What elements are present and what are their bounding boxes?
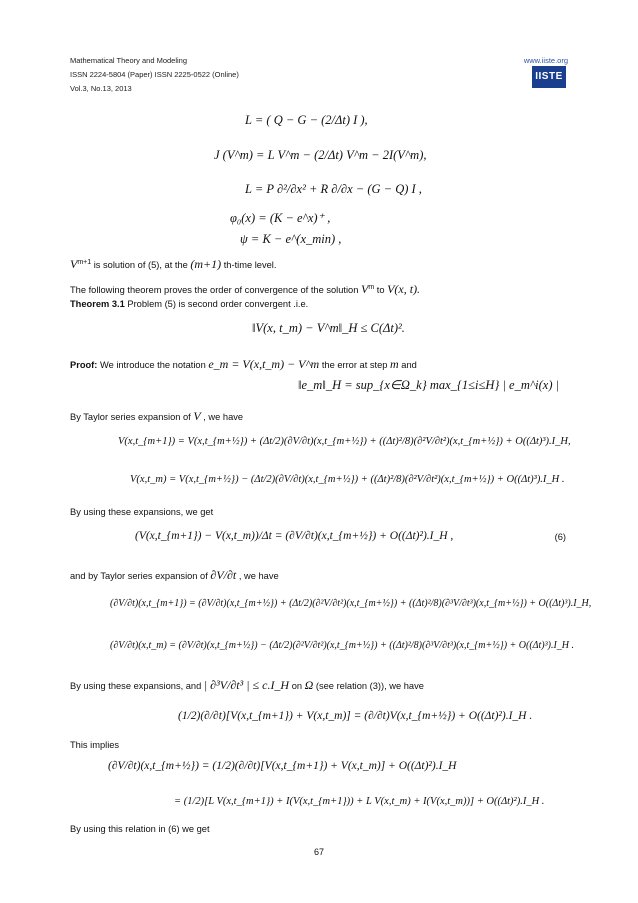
equation-def-psi: ψ = K − e^(x_min) , [240, 232, 342, 246]
solution-text-a: is solution of (5), at the [91, 260, 191, 270]
solution-text-b: th-time level. [221, 260, 277, 270]
using2-c: (see relation (3)), we have [313, 681, 424, 691]
omega-symbol: Ω [304, 678, 314, 692]
page-number: 67 [313, 847, 324, 857]
journal-volume: Vol.3, No.13, 2013 [70, 84, 132, 93]
iiste-logo: IISTE [532, 66, 566, 88]
equation-taylor-3: (∂V/∂t)(x,t_{m+1}) = (∂V/∂t)(x,t_{m+½}) + (Δt/2)(∂²V/∂t²)(x,t_{m+½}) + ((Δt)²/8)(∂³V/∂t³)(x,t_{m+½}) + O((Δt)³).I_H, [110, 598, 592, 609]
symbol-v: V [70, 257, 78, 271]
equation-def-operator: L = P ∂²/∂x² + R ∂/∂x − (G − Q) I , [245, 182, 422, 196]
equation-6-number: (6) [554, 532, 566, 542]
superscript-m: m [368, 283, 375, 291]
equation-theorem-bound: ‖V(x, t_m) − V^m‖_H ≤ C(Δt)². [252, 321, 405, 335]
final-sentence: By using this relation in (6) we get [70, 824, 210, 834]
third-derivative-bound: | ∂³V/∂t³ | ≤ c.I_H [203, 678, 290, 692]
taylor-dv-a: and by Taylor series expansion of [70, 571, 211, 581]
symbol-m-plus-1: (m+1) [190, 257, 222, 271]
theorem-intro-a: The following theorem proves the order of convergence of the solution [70, 285, 361, 295]
proof-text-a: We introduce the notation [97, 360, 209, 370]
taylor-dv-fraction: ∂V/∂t [210, 568, 237, 582]
equation-average: (1/2)(∂/∂t)[V(x,t_{m+1}) + V(x,t_m)] = (∂/∂t)V(x,t_{m+½}) + O((Δt)²).I_H . [178, 710, 533, 722]
theorem-statement [70, 299, 308, 309]
taylor-dv-b: , we have [236, 571, 279, 581]
equation-def-L: L = ( Q − G − (2/Δt) I ), [245, 113, 368, 127]
taylor-dv-intro [70, 568, 279, 583]
equation-implies-2: = (1/2)[L V(x,t_{m+1}) + I(V(x,t_{m+1})) + L V(x,t_m) + I(V(x,t_m))] + O((Δt)²).I_H . [174, 796, 545, 807]
using-expansions-2 [70, 678, 424, 693]
proof-sentence [70, 357, 417, 372]
proof-text-b: the error at step [319, 360, 391, 370]
taylor-symbol-v: V [193, 409, 201, 423]
using-expansions-1: By using these expansions, we get [70, 507, 214, 517]
solution-sentence [70, 257, 276, 272]
taylor-intro-a: By Taylor series expansion of [70, 412, 194, 422]
symbol-vm: V [360, 282, 369, 296]
journal-url[interactable]: www.iiste.org [523, 56, 568, 65]
equation-taylor-4: (∂V/∂t)(x,t_m) = (∂V/∂t)(x,t_{m+½}) − (Δt/2)(∂²V/∂t²)(x,t_{m+½}) + ((Δt)²/8)(∂³V/∂t³)(x,t_{m+½}) + O((Δt)³).I_H . [110, 640, 575, 651]
equation-taylor-2: V(x,t_m) = V(x,t_{m+½}) − (Δt/2)(∂V/∂t)(x,t_{m+½}) + ((Δt)²/8)(∂²V/∂t²)(x,t_{m+½}) + O((Δt)³).I_H . [130, 474, 565, 485]
equation-def-phi: φ₀(x) = (K − e^x)⁺ , [230, 211, 331, 225]
proof-error-def: e_m = V(x,t_m) − V^m [208, 357, 320, 371]
using2-b: on [289, 681, 305, 691]
theorem-text: Problem (5) is second order convergent .i.e. [124, 299, 309, 309]
implies-label: This implies [70, 740, 120, 750]
symbol-vxt: V(x, t). [387, 282, 421, 296]
equation-def-J: J (V^m) = L V^m − (2/Δt) V^m − 2I(V^m), [214, 148, 427, 162]
journal-title: Mathematical Theory and Modeling [70, 56, 188, 65]
equation-error-norm: ‖e_m‖_H = sup_{x∈Ω_k} max_{1≤i≤H} | e_m^i(x) | [298, 378, 560, 392]
proof-label: Proof: [70, 360, 98, 370]
equation-implies-1: (∂V/∂t)(x,t_{m+½}) = (1/2)(∂/∂t)[V(x,t_{m+1}) + V(x,t_m)] + O((Δt)²).I_H [108, 760, 457, 772]
theorem-intro-c: to [374, 285, 388, 295]
theorem-intro [70, 282, 420, 297]
theorem-label: Theorem 3.1 [70, 299, 125, 309]
journal-issn: ISSN 2224-5804 (Paper) ISSN 2225-0522 (Online) [70, 70, 239, 79]
equation-taylor-1: V(x,t_{m+1}) = V(x,t_{m+½}) + (Δt/2)(∂V/∂t)(x,t_{m+½}) + ((Δt)²/8)(∂²V/∂t²)(x,t_{m+½}) + O((Δt)³).I_H, [118, 436, 571, 447]
taylor-intro-b: , we have [200, 412, 244, 422]
proof-step-m: m [390, 357, 399, 371]
proof-text-c: and [398, 360, 417, 370]
taylor-intro [70, 409, 243, 424]
using2-a: By using these expansions, and [70, 681, 204, 691]
equation-6: (V(x,t_{m+1}) − V(x,t_m))/Δt = (∂V/∂t)(x,t_{m+½}) + O((Δt)²).I_H , [135, 530, 454, 542]
superscript-m-plus-1: m+1 [77, 258, 92, 266]
